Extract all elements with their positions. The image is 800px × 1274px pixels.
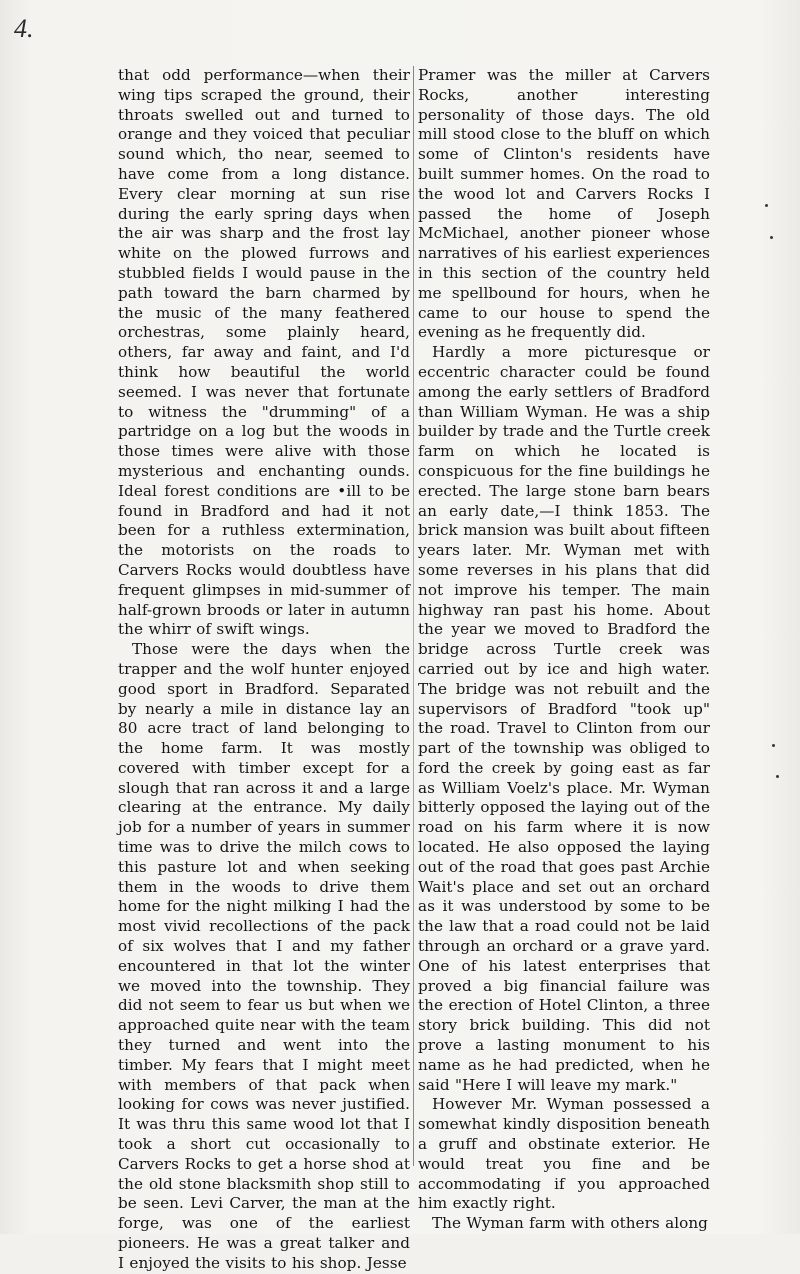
right-column bbox=[418, 66, 710, 1234]
right-paragraph-3: However Mr. Wyman possessed a somewhat kindly disposition beneath a gruff and obstinate exterior. He would treat you fine and be accommodating if you approached him exactly right. bbox=[418, 1095, 710, 1213]
scan-speck bbox=[765, 204, 768, 207]
page-number: 4. bbox=[14, 14, 34, 43]
column-divider bbox=[413, 66, 414, 1166]
right-paragraph-4: The Wyman farm with others along bbox=[432, 1214, 708, 1233]
right-paragraph-1: Pramer was the miller at Carvers Rocks, another interesting personality of those days. The old mill stood close to the bluff on which some of Clinton's residents have built summer homes. On the road to the wood lot and Carvers Rocks I passed the home of Joseph McMichael, another pioneer whose narratives of his earliest experiences in this section of the country held me spellbound for hours, when he came to our house to spend the evening as he frequently did. bbox=[418, 66, 710, 342]
scan-speck bbox=[776, 775, 779, 778]
right-paragraph-2: Hardly a more picturesque or eccentric character could be found among the early settlers of Bradford than William Wyman. He was a ship builder by trade and the Turtle creek farm on which he located is conspicuous for the fine buildings he erected. The large stone barn bears an early date,—I think 1853. The brick mansion was built about fifteen years later. Mr. Wyman met with some reverses in his plans that did not improve his temper. The main highway ran past his home. About the year we moved to Bradford the bridge across Turtle creek was carried out by ice and high water. The bridge was not rebuilt and the supervisors of Bradford "took up" the road. Travel to Clinton from our part of the township was obliged to ford the creek by going east as far as William Voelz's place. Mr. Wyman bitterly opposed the laying out of the road on his farm where it is now located. He also opposed the laying out of the road that goes past Archie Wait's place and set out an orchard as it was understood by some to be the law that a road could not be laid through an orchard or a grave yard. One of his latest enterprises that proved a big financial failure was the erection of Hotel Clinton, a three story brick building. This did not prove a lasting monument to his name as he had predicted, when he said "Here I will leave my mark." bbox=[418, 343, 710, 1094]
left-paragraph-2: Those were the days when the trapper and the wolf hunter enjoyed good sport in Bradford. Separated by nearly a mile in distance lay an 80 acre tract of land belonging to the home farm. It was mostly covered with timber except for a slough that ran across it and a large clearing at the entrance. My daily job for a number of years in summer time was to drive the milch cows to this pasture lot and when seeking them in the woods to drive them home for the night milking I had the most vivid recollections of the pack of six wolves that I and my father encountered in that lot the winter we moved into the township. They did not seem to fear us but when we approached quite near with the team they turned and went into the timber. My fears that I might meet with members of that pack when looking for cows was never justified. It was thru this same wood lot that I took a short cut occasionally to Carvers Rocks to get a horse shod at the old stone blacksmith shop still to be seen. Levi Carver, the man at the forge, was one of the earliest pioneers. He was a great talker and I enjoyed the visits to his shop. Jesse bbox=[118, 640, 410, 1272]
scan-speck bbox=[772, 744, 775, 747]
left-column bbox=[118, 66, 410, 1274]
scan-speck bbox=[770, 236, 773, 239]
left-paragraph-1: that odd performance—when their wing tips scraped the ground, their throats swelled out and turned to orange and they voiced that peculiar sound which, tho near, seemed to have come from a long distance. Every clear morning at sun rise during the early spring days when the air was sharp and the frost lay white on the plowed furrows and stubbled fields I would pause in the path toward the barn charmed by the music of the many feathered orchestras, some plainly heard, others, far away and faint, and I'd think how beautiful the world seemed. I was never that fortunate to witness the "drumming" of a partridge on a log but the woods in those times were alive with those mysterious and enchanting ounds. Ideal forest conditions are •ill to be found in Bradford and had it not been for a ruthless extermination, the motorists on the roads to Carvers Rocks would doubtless have frequent glimpses in mid-summer of half-grown broods or later in autumn the whirr of swift wings. bbox=[118, 66, 410, 639]
